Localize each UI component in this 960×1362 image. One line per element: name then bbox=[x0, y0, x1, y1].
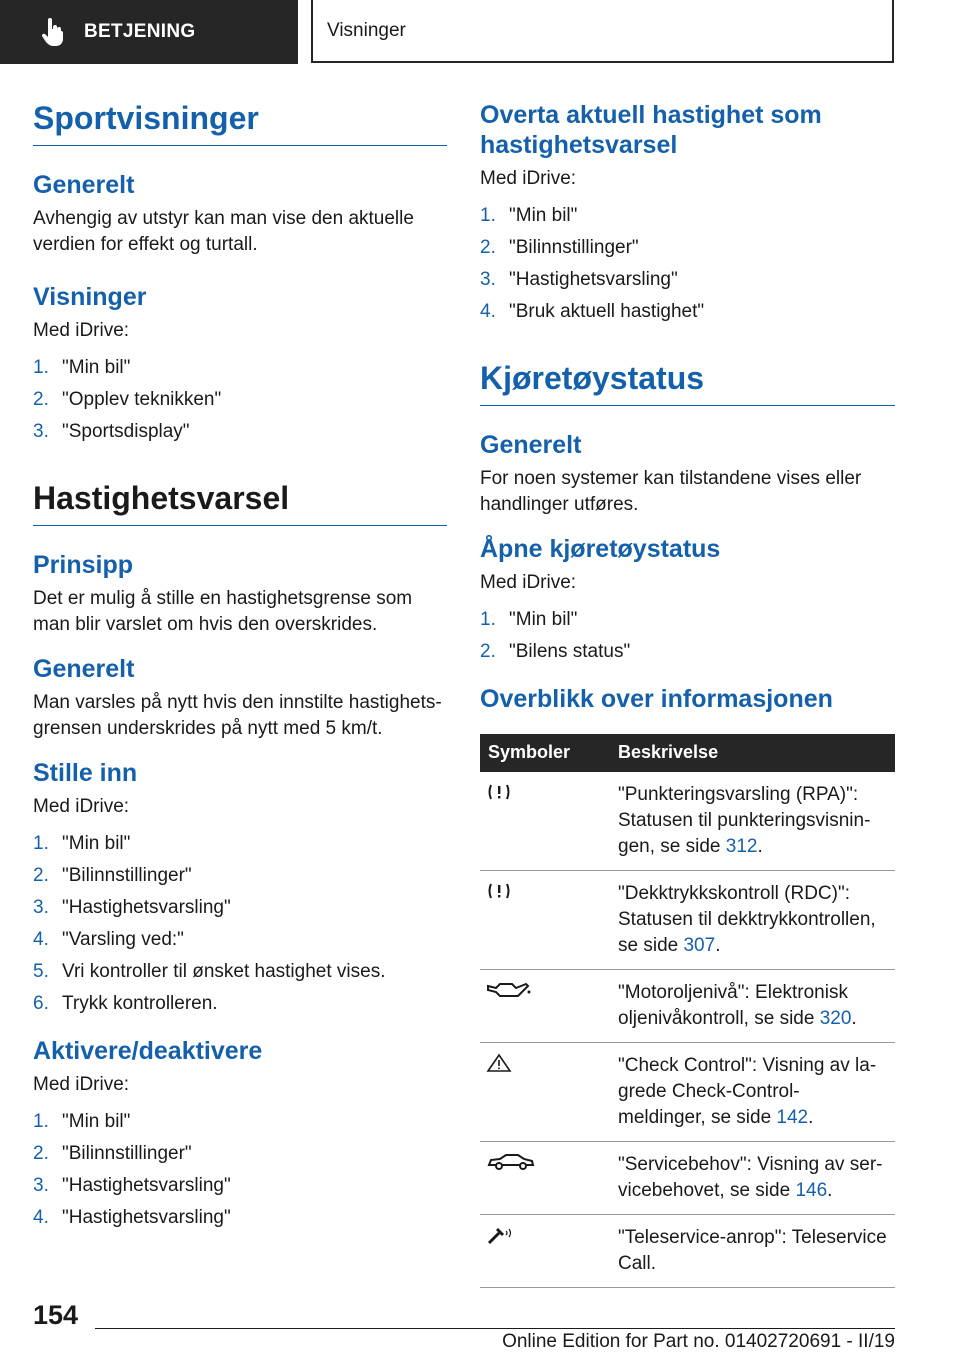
service-car-icon bbox=[486, 1152, 536, 1172]
list-item: 1. "Min bil" bbox=[480, 205, 578, 226]
list-item: 2. "Bilinnstillinger" bbox=[480, 237, 639, 258]
heading-visninger: Visninger bbox=[33, 282, 147, 311]
footer-divider bbox=[95, 1328, 895, 1329]
heading-kjoretoystatus: Kjøretøystatus bbox=[480, 360, 895, 406]
list-item: 2. "Opplev teknikken" bbox=[33, 388, 222, 410]
text-overta-intro: Med iDrive: bbox=[480, 168, 577, 189]
heading-stille-inn: Stille inn bbox=[33, 758, 138, 787]
table-row: "Motoroljenivå": Elektronisk oljenivåkontroll, se side 320. bbox=[480, 969, 895, 1042]
tire-warning-icon bbox=[486, 782, 512, 802]
heading-generelt-1: Generelt bbox=[33, 170, 135, 199]
right-column bbox=[480, 100, 895, 1288]
list-overta bbox=[480, 200, 895, 328]
warning-triangle-icon bbox=[486, 1053, 512, 1073]
text-generelt-1: Avhengig av utstyr kan man vise den aktuelle verdien for effekt og turtall. bbox=[33, 207, 414, 255]
text-generelt-2: Man varsles på nytt hvis den innstilte hastighetsgrensen underskrides på nytt med 5 km/t. bbox=[33, 691, 442, 739]
list-stille-inn bbox=[33, 828, 447, 1020]
list-visninger bbox=[33, 352, 447, 448]
table-row: "Check Control": Visning av lagrede Check-Control-meldinger, se side 142. bbox=[480, 1042, 895, 1141]
list-item: 6. Trykk kontrolleren. bbox=[33, 992, 218, 1014]
table-row: "Teleservice-anrop": Teleservice Call. bbox=[480, 1214, 895, 1287]
text-apne-intro: Med iDrive: bbox=[480, 571, 577, 593]
list-item: 3. "Sportsdisplay" bbox=[33, 420, 190, 442]
list-item: 1. "Min bil" bbox=[33, 1110, 131, 1132]
page-link[interactable]: 142 bbox=[776, 1106, 809, 1128]
text-visninger-intro: Med iDrive: bbox=[33, 319, 130, 341]
list-item: 4. "Hastighetsvarsling" bbox=[33, 1206, 231, 1228]
page-link[interactable]: 312 bbox=[725, 835, 758, 857]
list-item: 3. "Hastighetsvarsling" bbox=[33, 1174, 231, 1196]
col-header-symbol: Symboler bbox=[480, 734, 610, 772]
left-column bbox=[33, 100, 447, 1234]
heading-prinsipp: Prinsipp bbox=[33, 550, 134, 579]
oil-can-icon bbox=[486, 980, 532, 1000]
text-aktivere-intro: Med iDrive: bbox=[33, 1073, 130, 1095]
chapter-tab bbox=[0, 0, 298, 64]
table-row: "Punkteringsvarsling (RPA)": Statusen til punkteringsvisningen, se side 312. bbox=[480, 772, 895, 871]
teleservice-wrench-icon bbox=[486, 1225, 516, 1245]
page-number: 154 bbox=[33, 1300, 79, 1330]
table-row: "Servicebehov": Visning av servicebehovet, se side 146. bbox=[480, 1141, 895, 1214]
table-row: "Dekktrykkskontroll (RDC)": Statusen til dekktrykkontrollen, se side 307. bbox=[480, 870, 895, 969]
section-label: Visninger bbox=[327, 19, 406, 41]
heading-sportvisninger: Sportvisninger bbox=[33, 100, 447, 146]
list-item: 5. Vri kontroller til ønsket hastighet vises. bbox=[33, 960, 386, 982]
heading-generelt-2: Generelt bbox=[33, 654, 135, 683]
heading-generelt-3: Generelt bbox=[480, 430, 582, 459]
list-item: 4. "Varsling ved:" bbox=[33, 928, 184, 950]
text-generelt-3: For noen systemer kan tilstandene vises eller handlinger utføres. bbox=[480, 467, 862, 515]
text-prinsipp: Det er mulig å stille en hastighetsgrense som man blir varslet om hvis den overskrides. bbox=[33, 587, 413, 635]
page-link[interactable]: 320 bbox=[819, 1007, 852, 1029]
list-item: 2. "Bilens status" bbox=[480, 640, 631, 662]
list-item: 3. "Hastighetsvarsling" bbox=[33, 896, 231, 918]
list-aktivere bbox=[33, 1106, 447, 1234]
page-link[interactable]: 307 bbox=[683, 934, 716, 956]
list-apne bbox=[480, 604, 895, 668]
heading-apne: Åpne kjøretøystatus bbox=[480, 534, 721, 563]
list-item: 2. "Bilinnstillinger" bbox=[33, 864, 192, 886]
list-item: 1. "Min bil" bbox=[33, 832, 131, 854]
heading-overblikk: Overblikk over informasjonen bbox=[480, 684, 833, 713]
hand-pointer-icon bbox=[42, 18, 64, 46]
heading-aktivere: Aktivere/deaktivere bbox=[33, 1036, 263, 1065]
list-item: 2. "Bilinnstillinger" bbox=[33, 1142, 192, 1164]
list-item: 1. "Min bil" bbox=[33, 356, 131, 378]
text-stille-intro: Med iDrive: bbox=[33, 795, 130, 817]
page-link[interactable]: 146 bbox=[795, 1179, 828, 1201]
col-header-description: Beskrivelse bbox=[610, 734, 895, 772]
list-item: 1. "Min bil" bbox=[480, 608, 578, 630]
chapter-label: BETJENING bbox=[84, 21, 196, 42]
list-item: 3. "Hastighetsvarsling" bbox=[480, 269, 678, 290]
heading-hastighetsvarsel: Hastighetsvarsel bbox=[33, 480, 447, 526]
heading-overta: Overta aktuell hastighet som hastighetsvarsel bbox=[480, 101, 822, 159]
list-item: 4. "Bruk aktuell hastighet" bbox=[480, 301, 705, 322]
info-table bbox=[480, 734, 895, 1288]
edition-note: Online Edition for Part no. 01402720691 - II/19 bbox=[502, 1331, 895, 1352]
section-box bbox=[311, 0, 894, 63]
tire-pressure-icon bbox=[486, 881, 512, 901]
